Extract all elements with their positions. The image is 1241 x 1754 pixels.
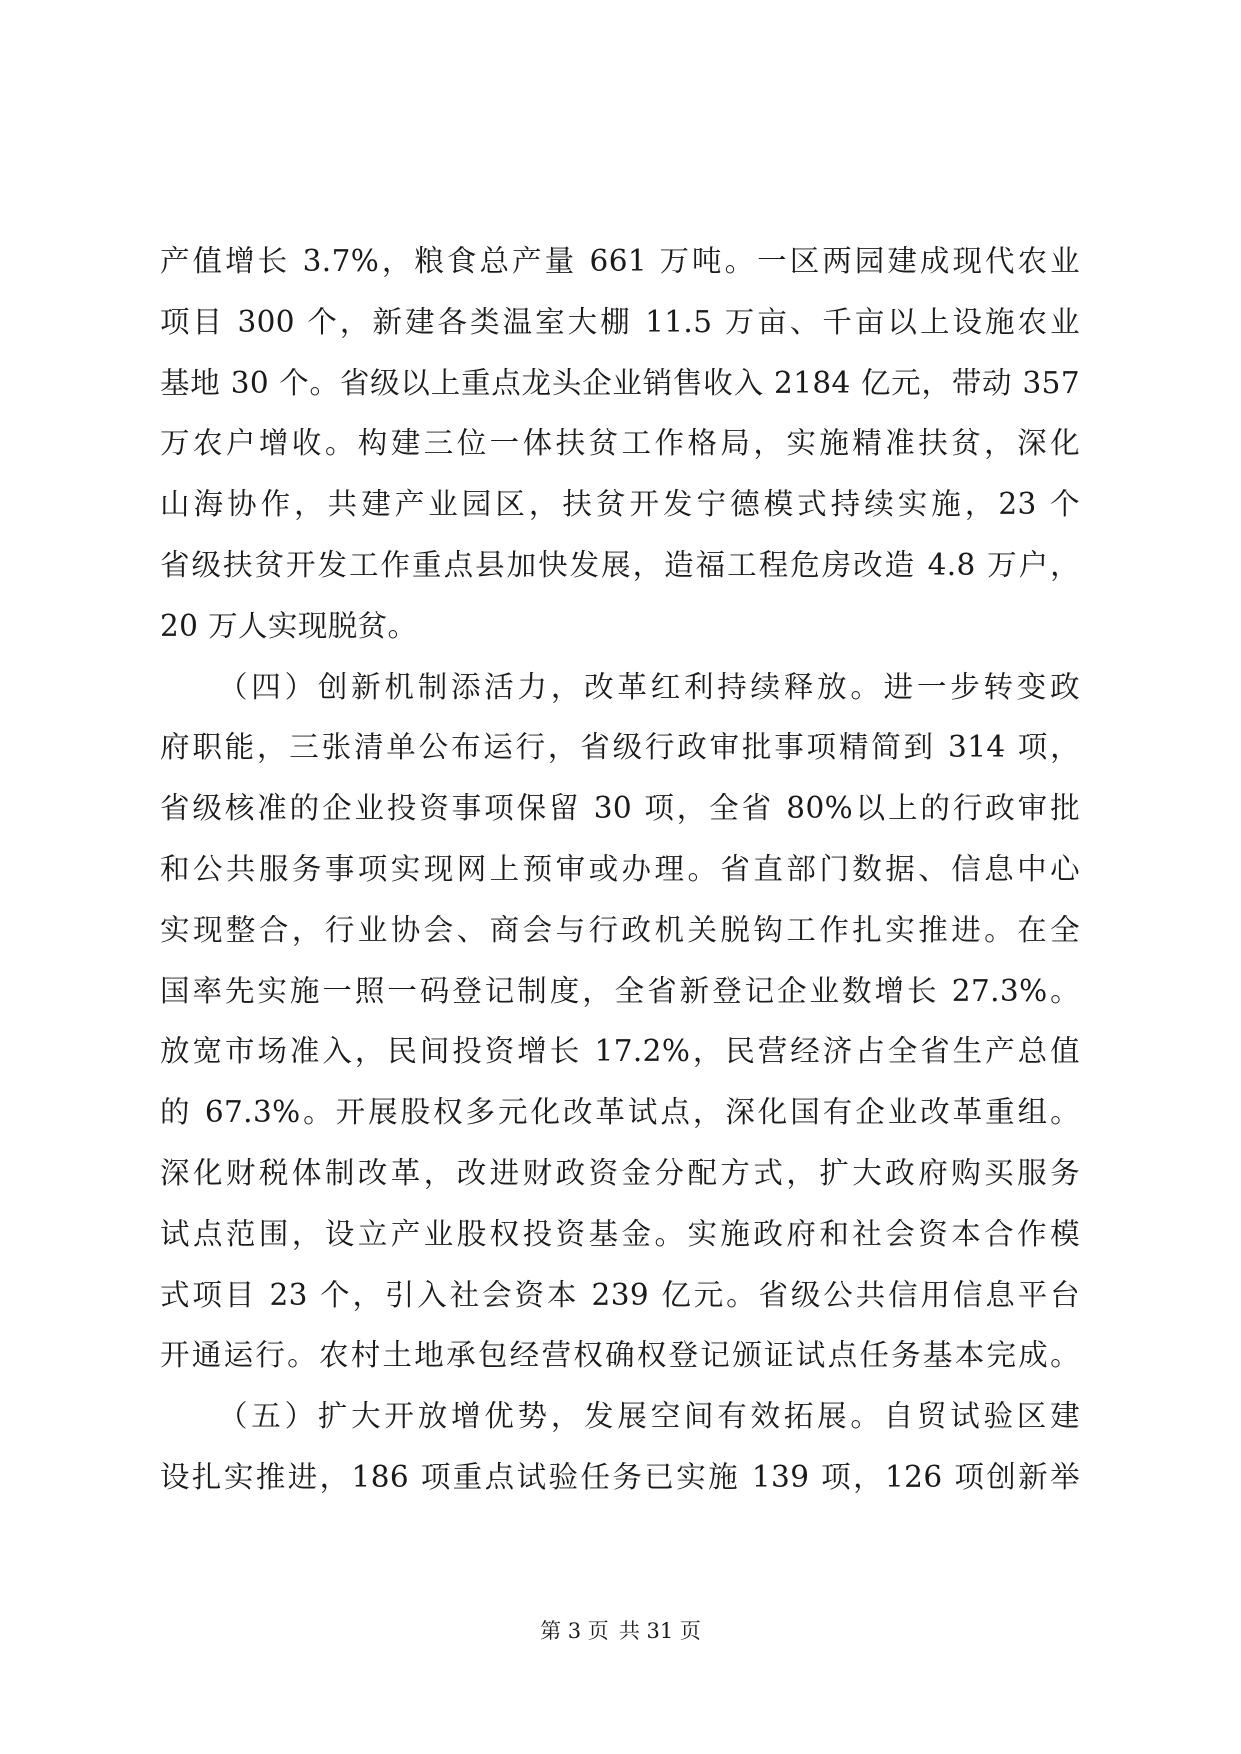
paragraph-heading-line: （五）扩大开放增优势，发展空间有效拓展。自贸试验区建 (218, 1399, 1080, 1434)
text-line: 设扎实推进，186 项重点试验任务已实施 139 项，126 项创新举 (160, 1459, 1080, 1494)
page-footer (0, 1616, 1241, 1646)
text-line: 省级扶贫开发工作重点县加快发展，造福工程危房改造 4.8 万户， (160, 547, 1080, 582)
text-line: 万农户增收。构建三位一体扶贫工作格局，实施精准扶贫，深化 (160, 426, 1080, 461)
text-line: 省级核准的企业投资事项保留 30 项，全省 80%以上的行政审批 (160, 791, 1080, 826)
body-text (160, 231, 1080, 1508)
text-line: 山海协作，共建产业园区，扶贫开发宁德模式持续实施，23 个 (160, 487, 1080, 522)
text-line: 的 67.3%。开展股权多元化改革试点，深化国有企业改革重组。 (160, 1095, 1080, 1130)
text-line: 项目 300 个，新建各类温室大棚 11.5 万亩、千亩以上设施农业 (160, 304, 1080, 339)
text-line: 实现整合，行业协会、商会与行政机关脱钩工作扎实推进。在全 (160, 912, 1080, 947)
text-line: 开通运行。农村土地承包经营权确权登记颁证试点任务基本完成。 (160, 1338, 1080, 1373)
text-line: 产值增长 3.7%，粮食总产量 661 万吨。一区两园建成现代农业 (160, 244, 1080, 278)
text-line: 试点范围，设立产业股权投资基金。实施政府和社会资本合作模 (160, 1216, 1080, 1251)
text-line: 基地 30 个。省级以上重点龙头企业销售收入 2184 亿元，带动 357 (160, 365, 1080, 400)
page-number: 第 3 页 (540, 1619, 609, 1643)
text-line: 20 万人实现脱贫。 (160, 608, 418, 643)
paragraph-heading-line: （四）创新机制添活力，改革红利持续释放。进一步转变政 (218, 669, 1080, 704)
text-line: 式项目 23 个，引入社会资本 239 亿元。省级公共信用信息平台 (160, 1277, 1080, 1312)
text-line: 深化财税体制改革，改进财政资金分配方式，扩大政府购买服务 (160, 1155, 1080, 1190)
text-line: 和公共服务事项实现网上预审或办理。省直部门数据、信息中心 (160, 851, 1080, 886)
text-line: 国率先实施一照一码登记制度，全省新登记企业数增长 27.3%。 (160, 973, 1080, 1008)
text-line: 放宽市场准入，民间投资增长 17.2%，民营经济占全省生产总值 (160, 1034, 1080, 1069)
total-pages: 共 31 页 (618, 1619, 701, 1643)
text-line: 府职能，三张清单公布运行，省级行政审批事项精简到 314 项， (160, 730, 1080, 765)
